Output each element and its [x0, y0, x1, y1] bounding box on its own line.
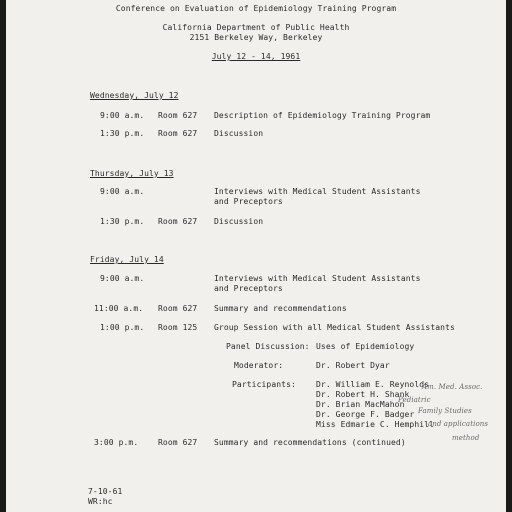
handwritten-note: method: [452, 434, 480, 442]
handwritten-note: Am. Med. Assoc.: [422, 383, 483, 391]
participant-name: Dr. Robert H. Shank: [316, 390, 410, 399]
entry-description: Interviews with Medical Student Assistants: [214, 274, 421, 283]
panel-topic: Uses of Epidemiology: [316, 342, 415, 351]
department-name: California Department of Public Health: [162, 23, 350, 32]
participant-name: Dr. George F. Badger: [316, 410, 415, 419]
entry-description-continued: and Preceptors: [214, 284, 283, 293]
participant-name: Miss Edmarie C. Hemphill: [316, 420, 434, 429]
participant-name: Dr. Brian MacMahon: [316, 400, 405, 409]
entry-description: Summary and recommendations: [214, 304, 347, 313]
entry-description: Discussion: [214, 129, 264, 138]
entry-time: 9:00 a.m.: [100, 111, 145, 120]
conference-dates: July 12 - 14, 1961: [211, 52, 301, 61]
entry-description: Discussion: [214, 217, 264, 226]
entry-room: Room 627: [158, 129, 198, 138]
entry-time: 1:30 p.m.: [100, 217, 145, 226]
panel-label: Panel Discussion:: [226, 342, 310, 351]
handwritten-note: and applications: [428, 420, 489, 428]
handwritten-note: Pediatric: [398, 396, 431, 404]
entry-time: 9:00 a.m.: [100, 274, 145, 283]
entry-description-continued: and Preceptors: [214, 197, 283, 206]
entry-description: Description of Epidemiology Training Program: [214, 111, 431, 120]
entry-room: Room 125: [158, 323, 198, 332]
participants-label: Participants:: [232, 380, 296, 389]
day-heading-wednesday: Wednesday, July 12: [90, 91, 179, 100]
entry-time: 3:00 p.m.: [94, 438, 139, 447]
moderator-label: Moderator:: [234, 361, 284, 370]
entry-time: 11:00 a.m.: [94, 304, 144, 313]
entry-time: 1:00 p.m.: [100, 323, 145, 332]
footer-date: 7-10-61: [88, 487, 123, 496]
entry-room: Room 627: [158, 217, 198, 226]
entry-room: Room 627: [158, 111, 198, 120]
handwritten-note: Family Studies: [418, 407, 472, 415]
document-page: [6, 0, 506, 512]
entry-room: Room 627: [158, 304, 198, 313]
moderator-name: Dr. Robert Dyar: [316, 361, 390, 370]
participant-name: Dr. William E. Reynolds: [316, 380, 430, 389]
day-heading-thursday: Thursday, July 13: [90, 169, 174, 178]
entry-room: Room 627: [158, 438, 198, 447]
day-heading-friday: Friday, July 14: [90, 255, 164, 264]
footer-initials: WR:hc: [88, 497, 113, 506]
entry-description: Group Session with all Medical Student Assistants: [214, 323, 455, 332]
entry-description: Summary and recommendations (continued): [214, 438, 406, 447]
entry-time: 1:30 p.m.: [100, 129, 145, 138]
conference-title: Conference on Evaluation of Epidemiology Training Program: [115, 4, 397, 13]
department-address: 2151 Berkeley Way, Berkeley: [189, 33, 323, 42]
entry-time: 9:00 a.m.: [100, 187, 145, 196]
entry-description: Interviews with Medical Student Assistants: [214, 187, 421, 196]
